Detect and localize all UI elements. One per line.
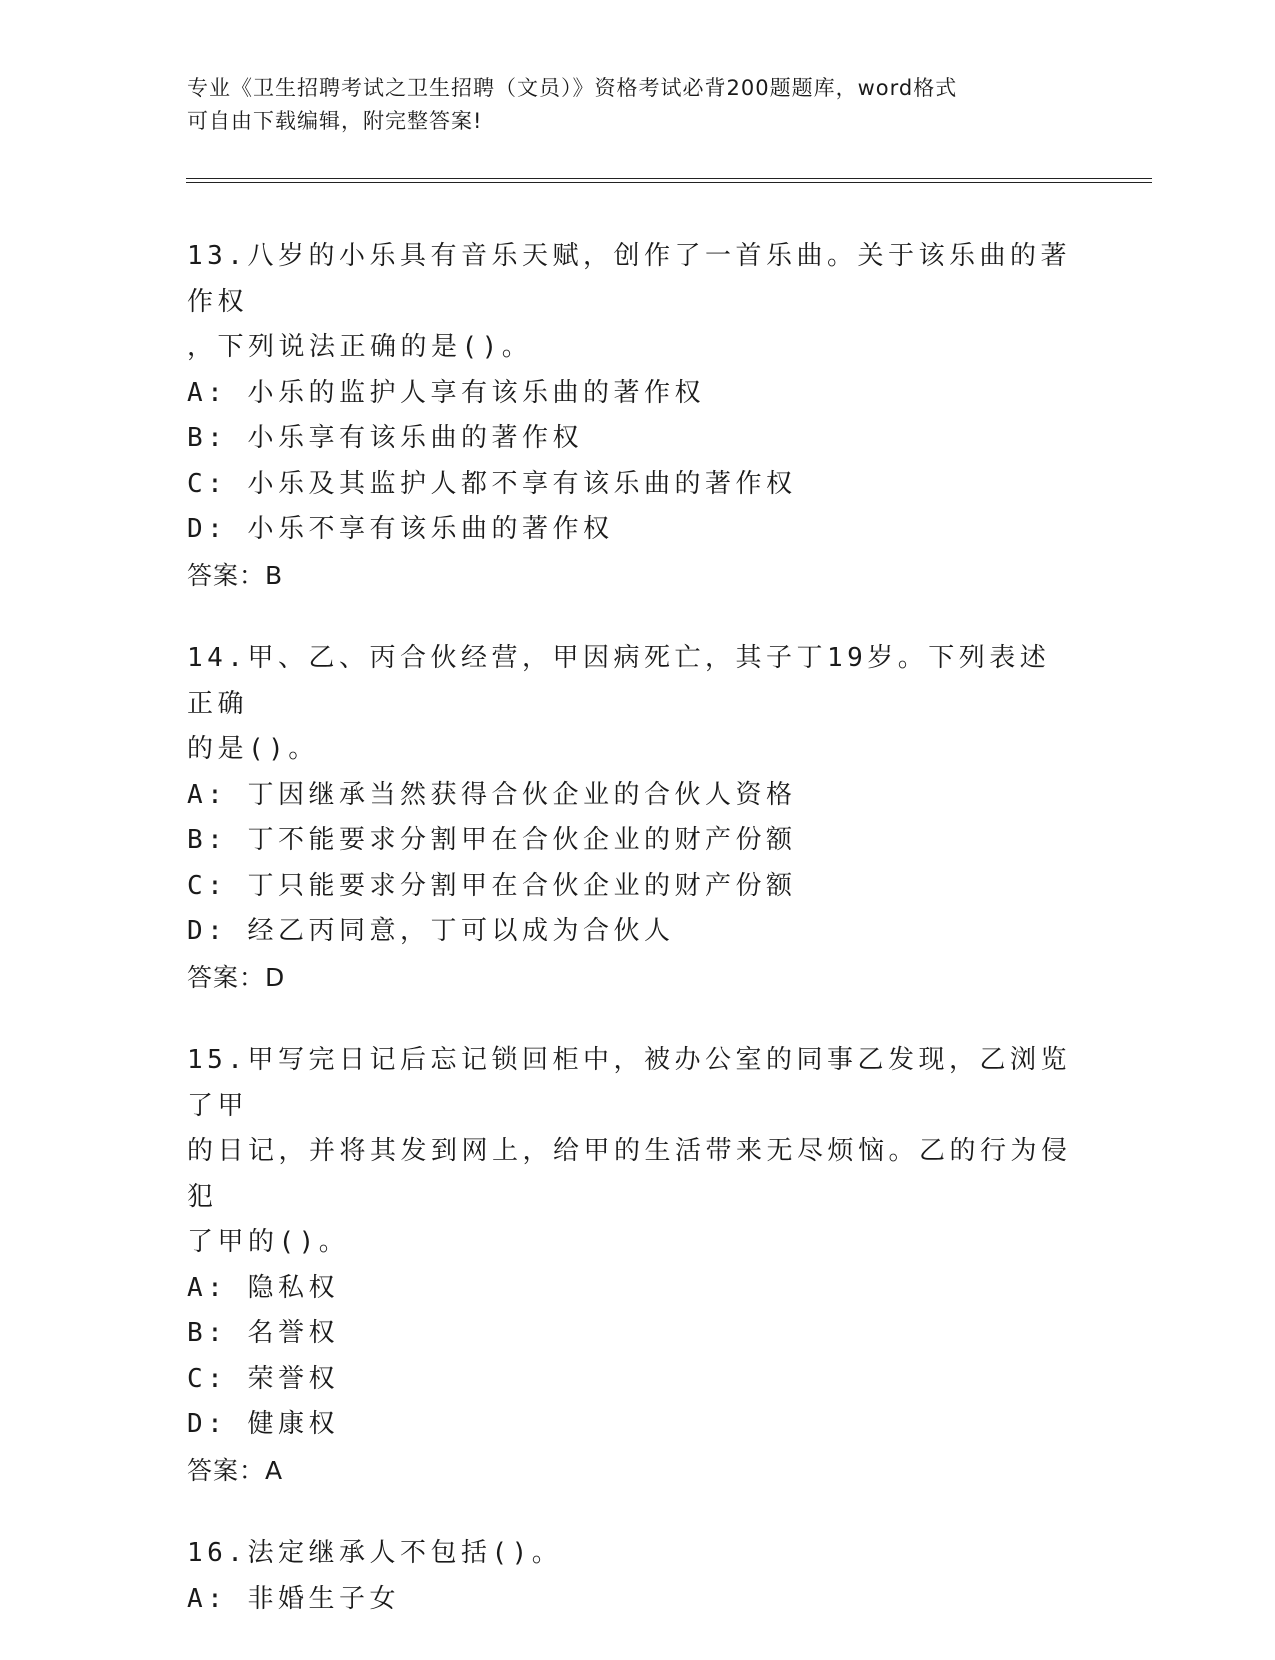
option-b: B: 小乐享有该乐曲的著作权 bbox=[187, 423, 583, 453]
question-stem-line: 16.法定继承人不包括()。 bbox=[187, 1538, 563, 1568]
header-divider-top bbox=[186, 178, 1152, 179]
option-a: A: 小乐的监护人享有该乐曲的著作权 bbox=[187, 377, 705, 408]
document-header bbox=[187, 72, 1057, 138]
answer-line: 答案：B bbox=[187, 560, 284, 590]
option-d: D: 健康权 bbox=[187, 1409, 339, 1439]
option-d: D: 经乙丙同意，丁可以成为合伙人 bbox=[187, 916, 675, 946]
answer-line: 答案：A bbox=[187, 1455, 284, 1485]
option-b: B: 名誉权 bbox=[187, 1318, 339, 1348]
answer-line: 答案：D bbox=[187, 962, 286, 992]
option-a: A: 隐私权 bbox=[187, 1272, 339, 1303]
question-list bbox=[187, 234, 1077, 1660]
option-d: D: 小乐不享有该乐曲的著作权 bbox=[187, 514, 614, 544]
question-stem-line: 14.甲、乙、丙合伙经营，甲因病死亡，其子丁19岁。下列表述正确 bbox=[187, 643, 1051, 719]
question-16 bbox=[187, 1531, 1077, 1622]
question-stem-line: 15.甲写完日记后忘记锁回柜中，被办公室的同事乙发现，乙浏览了甲 bbox=[187, 1045, 1071, 1121]
question-stem-line: ，下列说法正确的是()。 bbox=[187, 332, 533, 362]
question-stem-line: 的日记，并将其发到网上，给甲的生活带来无尽烦恼。乙的行为侵犯 bbox=[187, 1136, 1072, 1212]
question-15 bbox=[187, 1038, 1077, 1493]
header-line-2: 可自由下载编辑，附完整答案! bbox=[187, 109, 483, 133]
question-stem-line: 的是()。 bbox=[187, 734, 319, 764]
option-a: A: 丁因继承当然获得合伙企业的合伙人资格 bbox=[187, 779, 797, 810]
header-divider-bottom bbox=[186, 182, 1152, 183]
option-b: B: 丁不能要求分割甲在合伙企业的财产份额 bbox=[187, 825, 797, 855]
option-a: A: 非婚生子女 bbox=[187, 1583, 400, 1614]
option-c: C: 小乐及其监护人都不享有该乐曲的著作权 bbox=[187, 468, 797, 499]
question-stem-line: 了甲的()。 bbox=[187, 1227, 350, 1257]
option-c: C: 丁只能要求分割甲在合伙企业的财产份额 bbox=[187, 870, 797, 901]
question-stem-line: 13.八岁的小乐具有音乐天赋，创作了一首乐曲。关于该乐曲的著作权 bbox=[187, 241, 1071, 317]
option-c: C: 荣誉权 bbox=[187, 1363, 339, 1394]
question-14 bbox=[187, 636, 1077, 1000]
header-line-1: 专业《卫生招聘考试之卫生招聘（文员）》资格考试必背200题题库，word格式 bbox=[187, 76, 958, 100]
question-13 bbox=[187, 234, 1077, 598]
